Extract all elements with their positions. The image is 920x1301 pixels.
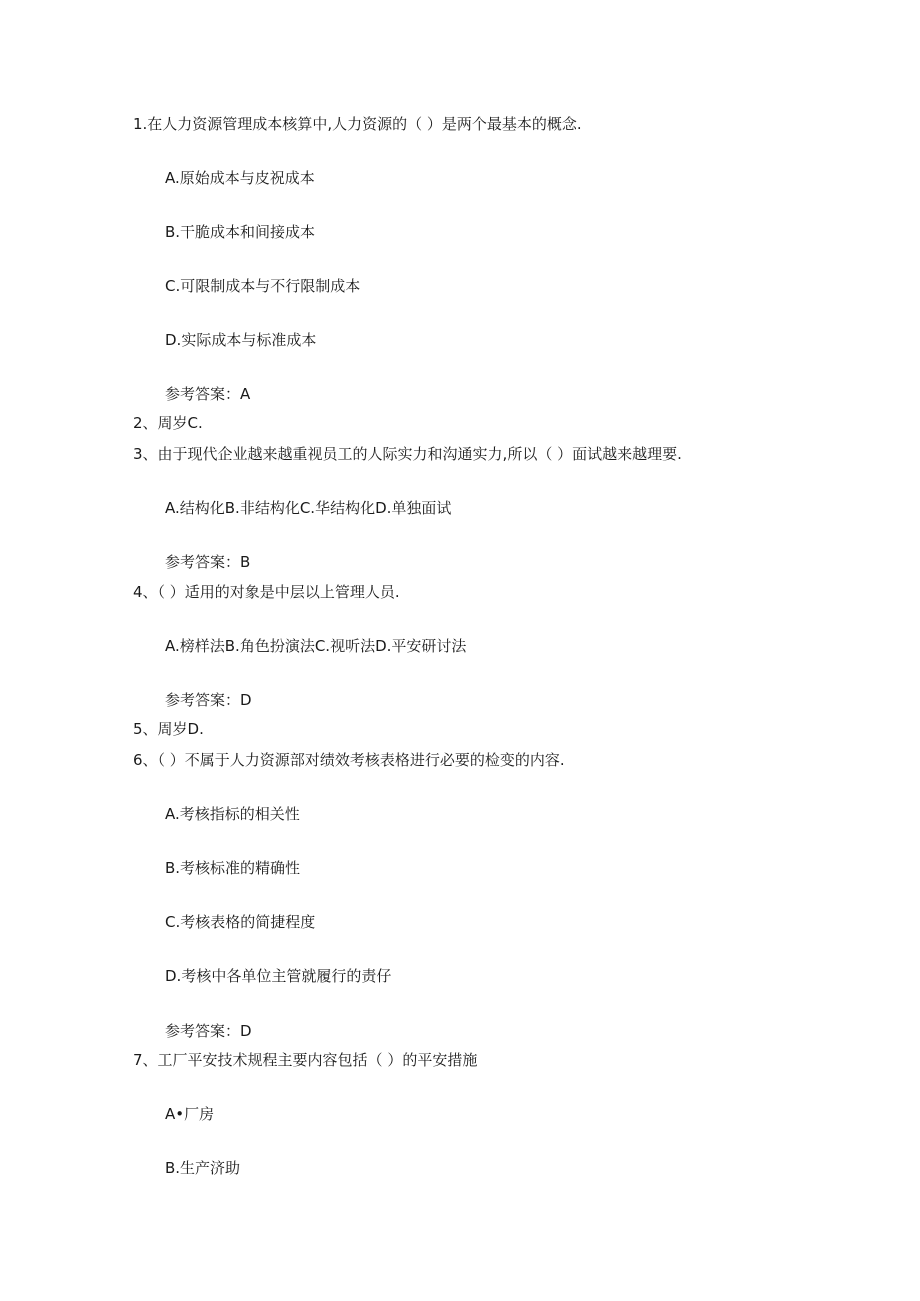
- question-1-option-d: D.实际成本与标准成本: [165, 331, 317, 349]
- question-1: 1.在人力资源管理成本核算中,人力资源的（ ）是两个最基本的概念.: [133, 115, 582, 133]
- question-3-options: A.结构化B.非结构化C.华结构化D.单独面试: [165, 499, 452, 517]
- question-6-option-b: B.考核标准的精确性: [165, 859, 301, 877]
- question-1-answer: 参考答案：A: [165, 385, 251, 403]
- question-7: 7、工厂平安技术规程主要内容包括（ ）的平安措施: [133, 1051, 478, 1069]
- question-4-options: A.榜样法B.角色扮演法C.视听法D.平安研讨法: [165, 637, 467, 655]
- question-6: 6、（ ）不属于人力资源部对绩效考核表格进行必要的检变的内容.: [133, 751, 565, 769]
- question-1-option-c: C.可限制成本与不行限制成本: [165, 277, 361, 295]
- question-4: 4、（ ）适用的对象是中层以上管理人员.: [133, 583, 400, 601]
- question-2: 2、周岁C.: [133, 414, 203, 432]
- question-7-option-a: A•厂房: [165, 1105, 215, 1123]
- question-6-answer: 参考答案：D: [165, 1022, 252, 1040]
- question-3-answer: 参考答案：B: [165, 553, 251, 571]
- question-3: 3、由于现代企业越来越重视员工的人际实力和沟通实力,所以（ ）面试越来越理要.: [133, 445, 682, 463]
- question-7-option-b: B.生产济助: [165, 1159, 241, 1177]
- question-6-option-d: D.考核中各单位主管就履行的责仔: [165, 967, 392, 985]
- question-1-option-a: A.原始成本与皮祝成本: [165, 169, 315, 187]
- question-4-answer: 参考答案：D: [165, 691, 252, 709]
- question-6-option-c: C.考核表格的简捷程度: [165, 913, 316, 931]
- question-6-option-a: A.考核指标的相关性: [165, 805, 300, 823]
- question-5: 5、周岁D.: [133, 720, 204, 738]
- question-1-option-b: B.干脆成本和间接成本: [165, 223, 316, 241]
